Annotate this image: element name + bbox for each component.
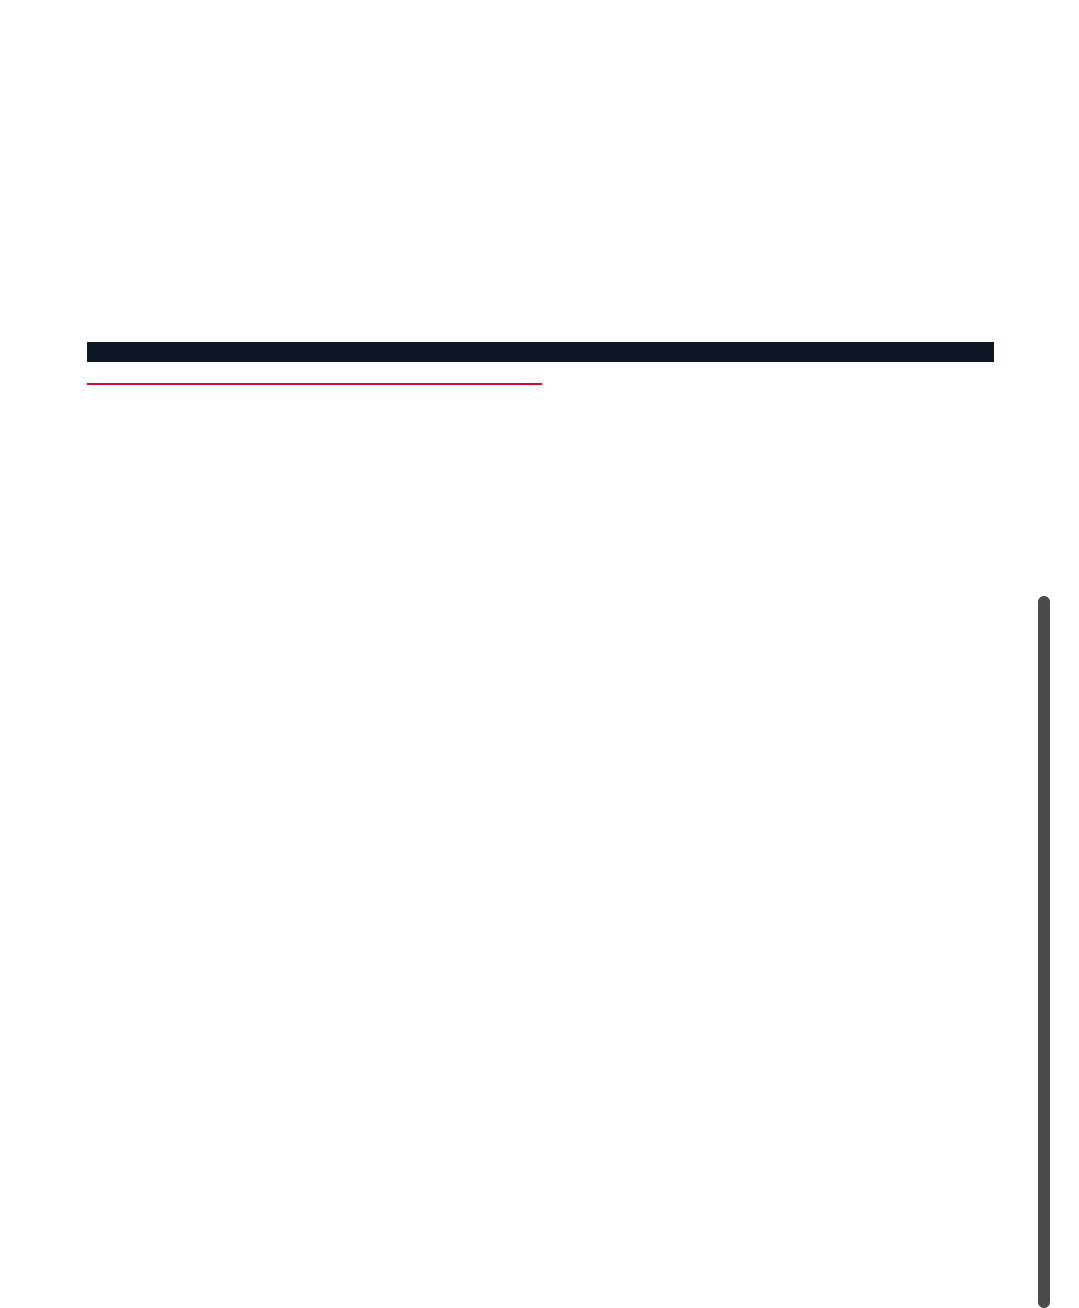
scrollbar-thumb[interactable] (1038, 596, 1050, 1308)
highlight-underline (87, 383, 542, 385)
alternates-header (87, 342, 994, 362)
